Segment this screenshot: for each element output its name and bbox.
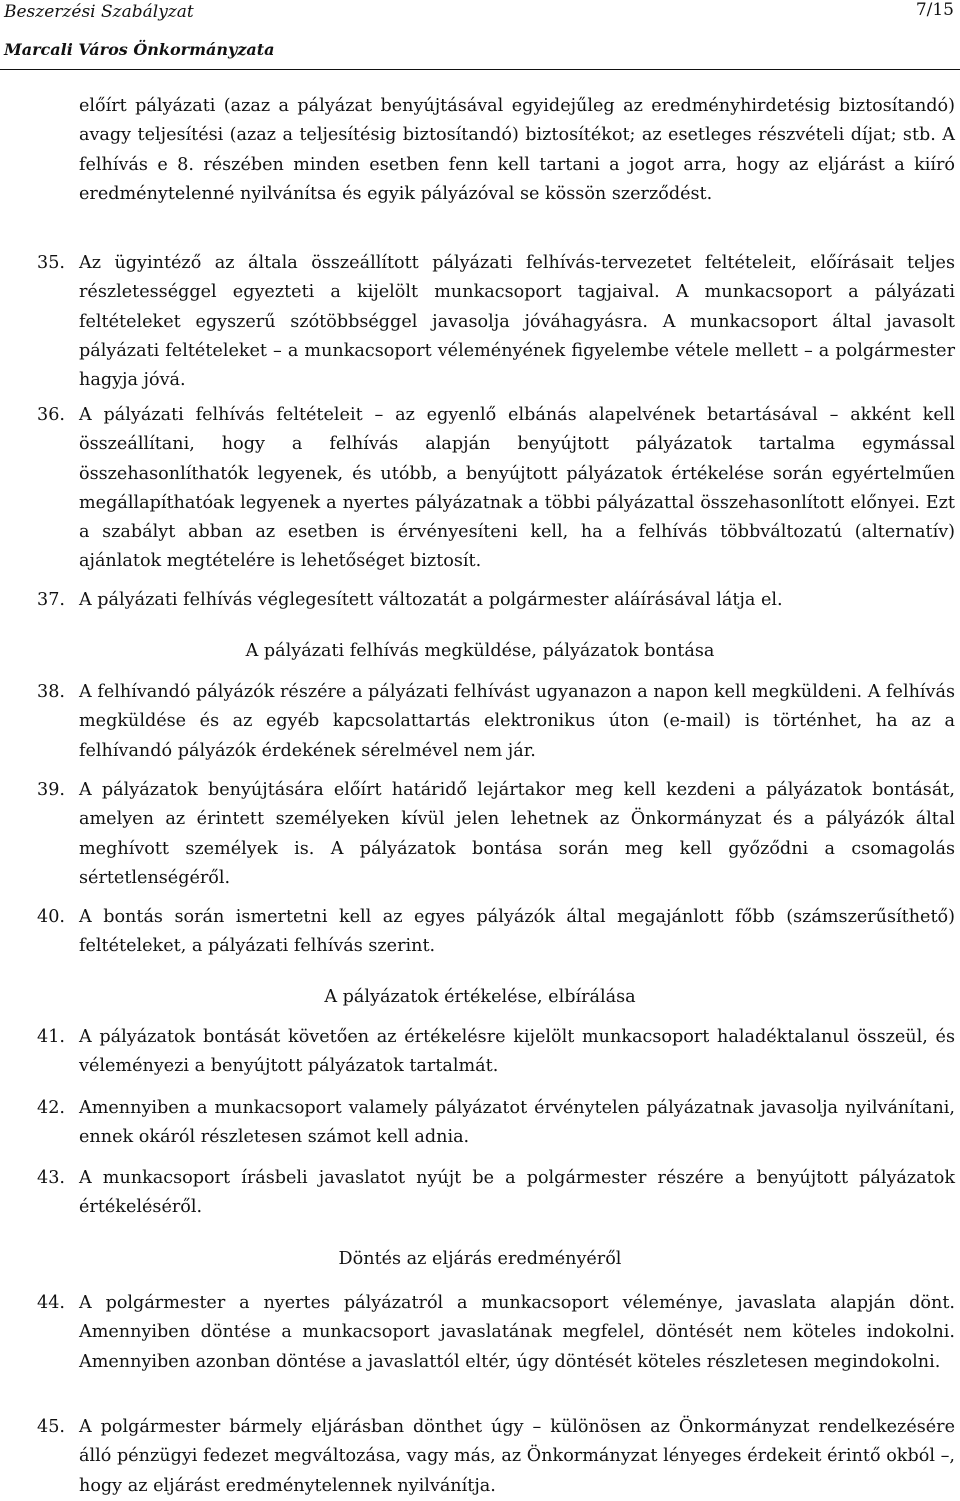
document-title: Beszerzési Szabályzat: [4, 2, 194, 22]
paragraph-number: 35.: [37, 253, 65, 273]
paragraph-text: A pályázati felhívás feltételeit – az egyenlő elbánás alapelvének betartásával – akként kell összeállítani, hogy a felhívás alapján benyújtott pályázatok tartalma egymással összehasonlíthatók legyenek, és utóbb, a benyújtott pályázatok értékelése során egyértelműen megállapíthatóak legyenek a nyertes pályázatnak a többi pályázattal összehasonlított előnyei. Ezt a szabályt abban az esetben is érvényesíteni kell, ha a felhívás többváltozatú (alternatív) ajánlatok megtételére is lehetőséget biztosít.: [79, 405, 955, 572]
paragraph-44: [37, 1289, 955, 1377]
paragraph-text: A pályázati felhívás véglegesített változatát a polgármester aláírásával látja el.: [79, 590, 783, 610]
paragraph-number: 44.: [37, 1293, 65, 1313]
header-divider: [0, 69, 960, 70]
paragraph-number: 37.: [37, 590, 65, 610]
paragraph-number: 41.: [37, 1027, 65, 1047]
paragraph-38: [37, 678, 955, 766]
page-number: 7/15: [915, 0, 954, 20]
section-heading-decision: Döntés az eljárás eredményéről: [338, 1249, 622, 1269]
paragraph-35: [37, 249, 955, 395]
paragraph-number: 36.: [37, 405, 65, 425]
paragraph-number: 39.: [37, 780, 65, 800]
section-heading-evaluation: A pályázatok értékelése, elbírálása: [324, 987, 636, 1007]
paragraph-text: A munkacsoport írásbeli javaslatot nyújt be a polgármester részére a benyújtott pályázatok értékeléséről.: [79, 1168, 955, 1218]
intro-paragraph: előírt pályázati (azaz a pályázat benyújtásával egyidejűleg az eredményhirdetésig biztosítandó) avagy teljesítési (azaz a teljesítésig biztosítandó) biztosítékot; az esetleges részvételi díjat; stb. A felhívás e 8. részében minden esetben fenn kell tartani a jogot arra, hogy az eljárást a kiíró eredménytelenné nyilvánítsa és egyik pályázóval se kössön szerződést.: [79, 96, 955, 204]
paragraph-text: A felhívandó pályázók részére a pályázati felhívást ugyanazon a napon kell megküldeni. A felhívás megküldése és az egyéb kapcsolattartás elektronikus úton (e-mail) is történhet, ha az a felhívandó pályázók érdekének sérelmével nem jár.: [79, 682, 955, 761]
section-heading-sending: A pályázati felhívás megküldése, pályázatok bontása: [245, 641, 715, 661]
paragraph-41: [37, 1023, 955, 1082]
paragraph-36: [37, 401, 955, 577]
paragraph-42: [37, 1094, 955, 1153]
paragraph-40: [37, 903, 955, 962]
paragraph-43: [37, 1164, 955, 1223]
paragraph-text: A pályázatok benyújtására előírt határidő lejártakor meg kell kezdeni a pályázatok bontását, amelyen az érintett személyeken kívül jelen lehetnek az Önkormányzat és a pályázók által meghívott személyek is. A pályázatok bontása során meg kell győződni a csomagolás sértetlenségéről.: [79, 780, 955, 888]
paragraph-number: 45.: [37, 1417, 65, 1437]
paragraph-number: 40.: [37, 907, 65, 927]
paragraph-45: [37, 1413, 955, 1501]
paragraph-37: [37, 586, 955, 615]
paragraph-39: [37, 776, 955, 893]
organization-name: Marcali Város Önkormányzata: [4, 40, 275, 59]
paragraph-text: Az ügyintéző az általa összeállított pályázati felhívás-tervezetet feltételeit, előírásait teljes részletességgel egyezteti a kijelölt munkacsoport tagjaival. A munkacsoport a pályázati feltételeket egyszerű szótöbbséggel javasolja jóváhagyásra. A munkacsoport által javasolt pályázati feltételeket – a munkacsoport véleményének figyelembe vétele mellett – a polgármester hagyja jóvá.: [79, 253, 955, 391]
paragraph-text: A polgármester a nyertes pályázatról a munkacsoport véleménye, javaslata alapján dönt. Amennyiben döntése a munkacsoport javaslatának megfelel, döntését nem köteles indokolni. Amennyiben azonban döntése a javaslattól eltér, úgy döntését köteles részletesen megindokolni.: [79, 1293, 955, 1372]
paragraph-text: Amennyiben a munkacsoport valamely pályázatot érvénytelen pályázatnak javasolja nyilvánítani, ennek okáról részletesen számot kell adnia.: [79, 1098, 955, 1148]
paragraph-number: 38.: [37, 682, 65, 702]
paragraph-number: 43.: [37, 1168, 65, 1188]
paragraph-number: 42.: [37, 1098, 65, 1118]
paragraph-text: A pályázatok bontását követően az értékelésre kijelölt munkacsoport haladéktalanul összeül, és véleményezi a benyújtott pályázatok tartalmát.: [79, 1027, 955, 1077]
paragraph-text: A polgármester bármely eljárásban dönthet úgy – különösen az Önkormányzat rendelkezésére álló pénzügyi fedezet megváltozása, vagy más, az Önkormányzat lényeges érdekeit érintő okból –, hogy az eljárást eredménytelennek nyilvánítja.: [79, 1417, 955, 1496]
paragraph-text: A bontás során ismertetni kell az egyes pályázók által megajánlott főbb (számszerűsíthető) feltételeket, a pályázati felhívás szerint.: [79, 907, 955, 957]
